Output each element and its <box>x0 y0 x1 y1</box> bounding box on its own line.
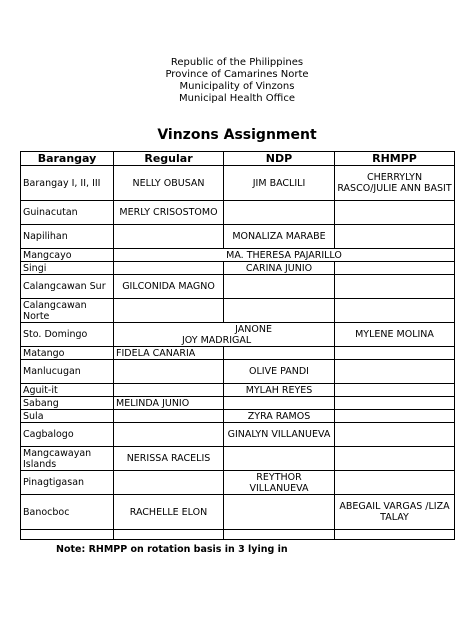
regular-cell <box>114 225 224 249</box>
barangay-cell: Matango <box>21 347 114 360</box>
barangay-cell: Banocboc <box>21 495 114 530</box>
table-header-row <box>21 152 455 166</box>
regular-ndp-cell <box>114 323 335 347</box>
table-row <box>21 423 455 447</box>
table-row <box>21 262 455 275</box>
rhmpp-cell <box>335 225 455 249</box>
ndp-cell: REYTHOR VILLANUEVA <box>224 471 335 495</box>
regular-cell <box>114 360 224 384</box>
ndp-cell: OLIVE PANDI <box>224 360 335 384</box>
ndp-cell <box>224 447 335 471</box>
barangay-cell: Barangay I, II, III <box>21 166 114 201</box>
table-row <box>21 249 455 262</box>
ndp-cell: ZYRA RAMOS <box>224 410 335 423</box>
regular-cell: FIDELA CANARIA <box>114 347 224 360</box>
document-title: Vinzons Assignment <box>157 127 317 143</box>
regular-cell: GILCONIDA MAGNO <box>114 275 224 299</box>
rhmpp-cell <box>335 397 455 410</box>
table-row <box>21 447 455 471</box>
regular-cell: RACHELLE ELON <box>114 495 224 530</box>
regular-cell <box>114 262 224 275</box>
table-row <box>21 299 455 323</box>
ndp-cell: MYLAH REYES <box>224 384 335 397</box>
table-row <box>21 530 455 540</box>
table-row <box>21 495 455 530</box>
ndp-cell <box>224 201 335 225</box>
barangay-cell: Manlucugan <box>21 360 114 384</box>
barangay-cell: Singi <box>21 262 114 275</box>
regular-cell <box>114 471 224 495</box>
rhmpp-cell: MYLENE MOLINA <box>335 323 455 347</box>
column-header-barangay: Barangay <box>21 152 114 166</box>
rhmpp-cell: CHERRYLYN RASCO/JULIE ANN BASIT <box>335 166 455 201</box>
barangay-cell: Pinagtigasan <box>21 471 114 495</box>
rhmpp-cell <box>335 299 455 323</box>
table-row <box>21 225 455 249</box>
table-row <box>21 166 455 201</box>
rhmpp-cell <box>335 530 455 540</box>
column-header-regular: Regular <box>114 152 224 166</box>
barangay-cell: Sula <box>21 410 114 423</box>
regular-cell: NERISSA RACELIS <box>114 447 224 471</box>
barangay-cell: Sto. Domingo <box>21 323 114 347</box>
rhmpp-cell <box>335 447 455 471</box>
regular-cell <box>114 410 224 423</box>
ndp-cell <box>224 275 335 299</box>
barangay-cell: Mangcawayan Islands <box>21 447 114 471</box>
barangay-cell: Mangcayo <box>21 249 114 262</box>
rhmpp-cell <box>335 347 455 360</box>
rhmpp-cell <box>335 360 455 384</box>
table-row <box>21 347 455 360</box>
rotation-note: Note: RHMPP on rotation basis in 3 lying in <box>56 544 288 555</box>
ndp-cell <box>224 347 335 360</box>
rhmpp-cell <box>335 384 455 397</box>
column-header-ndp: NDP <box>224 152 335 166</box>
column-header-rhmpp: RHMPP <box>335 152 455 166</box>
table-row <box>21 384 455 397</box>
table-row <box>21 323 455 347</box>
regular-cell: MELINDA JUNIO <box>114 397 224 410</box>
rhmpp-cell <box>335 471 455 495</box>
barangay-cell: Aguit-it <box>21 384 114 397</box>
barangay-cell <box>21 530 114 540</box>
header-line-office: Municipal Health Office <box>179 93 295 104</box>
rhmpp-cell <box>335 262 455 275</box>
table-row <box>21 275 455 299</box>
ndp-cell <box>224 299 335 323</box>
merged-assignment-cell: MA. THERESA PAJARILLO <box>114 249 455 262</box>
regular-value: JOY MADRIGAL <box>182 334 252 346</box>
barangay-cell: Sabang <box>21 397 114 410</box>
header-line-republic: Republic of the Philippines <box>170 57 304 68</box>
ndp-cell: JIM BACLILI <box>224 166 335 201</box>
assignment-table <box>20 151 455 540</box>
table-row <box>21 471 455 495</box>
regular-cell: NELLY OBUSAN <box>114 166 224 201</box>
ndp-cell <box>224 495 335 530</box>
letterhead <box>0 57 474 105</box>
header-line-municipality: Municipality of Vinzons <box>179 81 295 92</box>
ndp-cell: GINALYN VILLANUEVA <box>224 423 335 447</box>
rhmpp-cell <box>335 201 455 225</box>
barangay-cell: Calangcawan Norte <box>21 299 114 323</box>
table-row <box>21 360 455 384</box>
ndp-cell <box>224 397 335 410</box>
ndp-cell: CARINA JUNIO <box>224 262 335 275</box>
rhmpp-cell <box>335 410 455 423</box>
ndp-value: JANONE <box>235 323 272 335</box>
ndp-cell: MONALIZA MARABE <box>224 225 335 249</box>
regular-cell: MERLY CRISOSTOMO <box>114 201 224 225</box>
regular-cell <box>114 530 224 540</box>
barangay-cell: Napilihan <box>21 225 114 249</box>
regular-cell <box>114 384 224 397</box>
barangay-cell: Calangcawan Sur <box>21 275 114 299</box>
header-line-province: Province of Camarines Norte <box>165 69 309 80</box>
barangay-cell: Guinacutan <box>21 201 114 225</box>
rhmpp-cell: ABEGAIL VARGAS /LIZA TALAY <box>335 495 455 530</box>
table-row <box>21 201 455 225</box>
table-row <box>21 397 455 410</box>
table-row <box>21 410 455 423</box>
regular-cell <box>114 299 224 323</box>
rhmpp-cell <box>335 275 455 299</box>
rhmpp-cell <box>335 423 455 447</box>
barangay-cell: Cagbalogo <box>21 423 114 447</box>
regular-cell <box>114 423 224 447</box>
ndp-cell <box>224 530 335 540</box>
